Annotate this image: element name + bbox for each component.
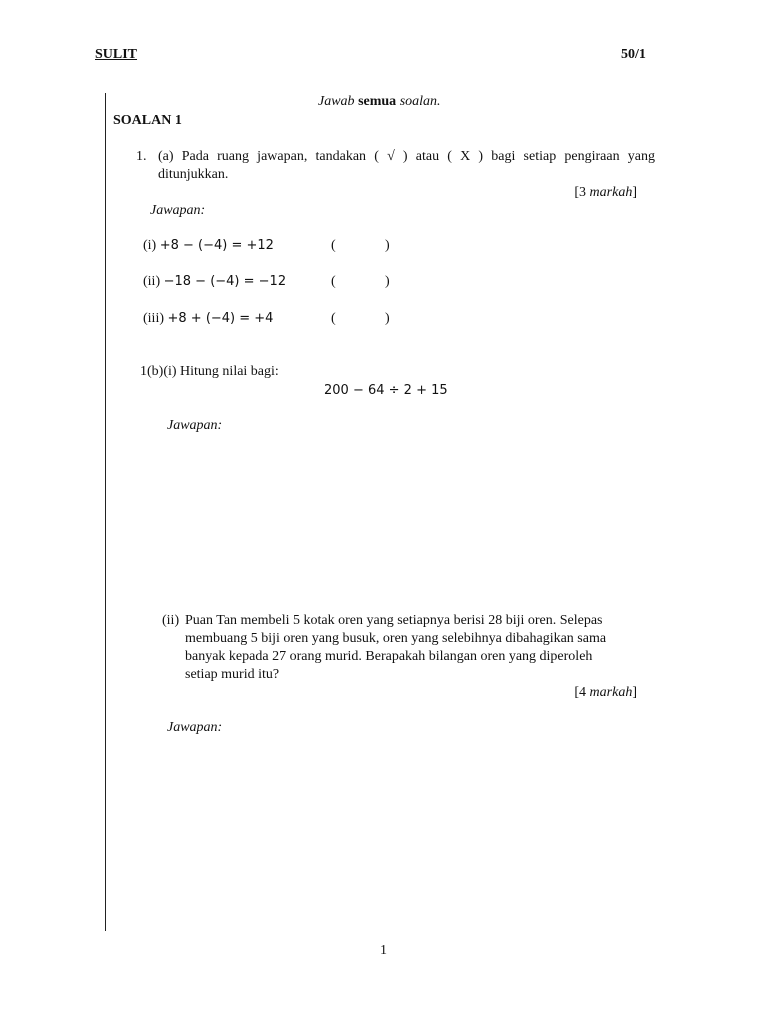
item-iii-close-bracket: ) <box>385 311 390 326</box>
item-ii-close-bracket: ) <box>385 274 390 289</box>
header-sulit: SULIT <box>95 47 138 62</box>
question-1b-ii-line3: banyak kepada 27 orang murid. Berapakah bilangan oren yang diperoleh <box>185 649 593 664</box>
item-ii <box>143 274 286 290</box>
marks-close: ] <box>632 185 637 200</box>
question-1b-i-prompt: 1(b)(i) Hitung nilai bagi: <box>140 364 279 379</box>
question-1a-line2: ditunjukkan. <box>158 167 229 182</box>
item-i-label: (i) <box>143 238 157 253</box>
header-paper-code: 50/1 <box>621 47 646 62</box>
item-iii-open-bracket: ( <box>331 311 336 326</box>
marks-word: markah <box>589 185 633 200</box>
page-number: 1 <box>380 943 387 958</box>
question-number: 1. <box>136 149 147 164</box>
item-i-open-bracket: ( <box>331 238 336 253</box>
question-1b-i-expression: 200 − 64 ÷ 2 + 15 <box>324 383 448 398</box>
section-title: SOALAN 1 <box>113 113 182 128</box>
instruction-part1: Jawab <box>318 94 355 109</box>
item-ii-expression: −18 − (−4) = −12 <box>163 274 287 289</box>
item-iii <box>143 311 273 327</box>
item-iii-expression: +8 + (−4) = +4 <box>167 311 274 326</box>
answer-label-1b-ii: Jawapan: <box>167 720 223 735</box>
item-ii-label: (ii) <box>143 274 161 289</box>
answer-label-1a: Jawapan: <box>150 203 206 218</box>
answer-label-1b-i: Jawapan: <box>167 418 223 433</box>
question-1b-ii-line1: Puan Tan membeli 5 kotak oren yang setiapnya berisi 28 biji oren. Selepas <box>185 613 603 628</box>
item-iii-label: (iii) <box>143 311 164 326</box>
item-i <box>143 238 274 254</box>
instruction-part2: semua <box>358 94 397 109</box>
marks-word: markah <box>589 685 633 700</box>
question-1b-ii-line4: setiap murid itu? <box>185 667 280 682</box>
item-i-expression: +8 − (−4) = +12 <box>159 238 274 253</box>
marks-open: [3 <box>574 185 590 200</box>
marks-close: ] <box>632 685 637 700</box>
question-1a-line1: (a) Pada ruang jawapan, tandakan ( √ ) atau ( X ) bagi setiap pengiraan yang <box>158 149 655 164</box>
question-1b-ii-label: (ii) <box>162 613 180 628</box>
margin-line <box>105 93 106 931</box>
marks-open: [4 <box>574 685 590 700</box>
item-i-close-bracket: ) <box>385 238 390 253</box>
item-ii-open-bracket: ( <box>331 274 336 289</box>
question-1b-ii-marks <box>574 685 637 701</box>
instruction-part3: soalan. <box>399 94 441 109</box>
question-1b-ii-line2: membuang 5 biji oren yang busuk, oren yang selebihnya dibahagikan sama <box>185 631 607 646</box>
question-1a-marks <box>574 185 637 201</box>
instruction <box>318 94 441 110</box>
